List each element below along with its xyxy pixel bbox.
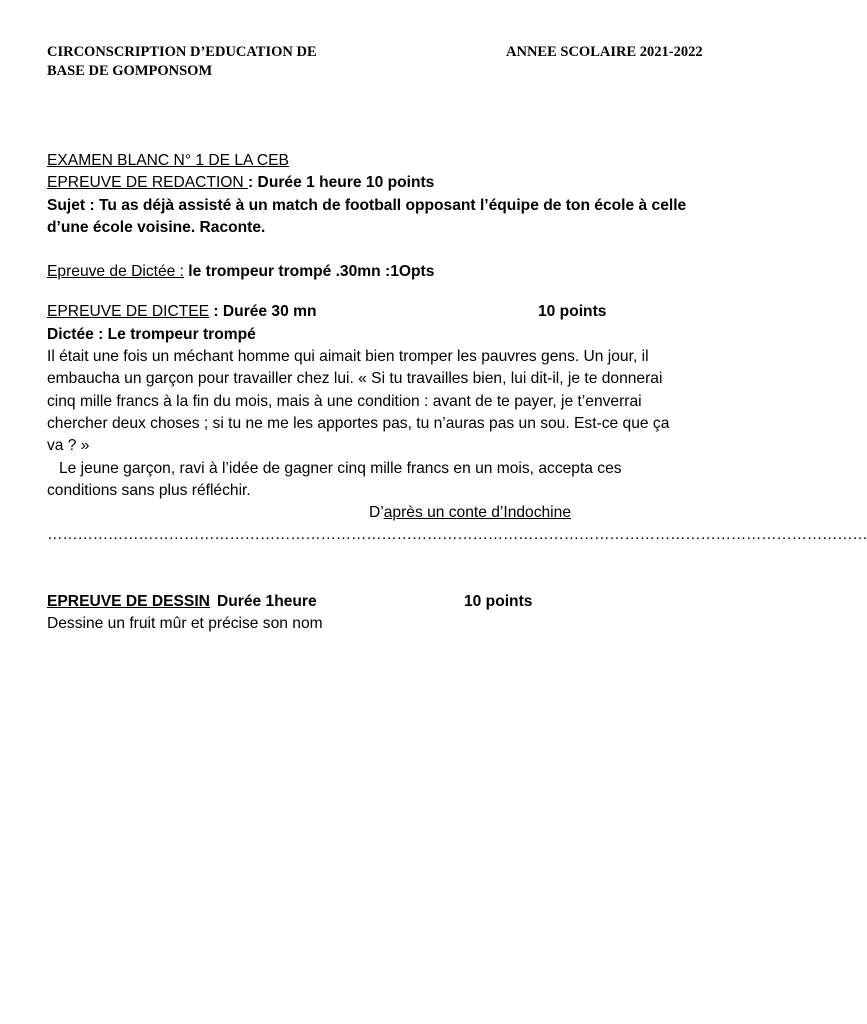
exam-body: [47, 150, 867, 635]
dictee-source-prefix: D’: [369, 504, 384, 522]
dictee-text-line-indented: Le jeune garçon, ravi à l’idée de gagner cinq mille francs en un mois, accepta ces: [59, 459, 622, 477]
district-line-2: BASE DE GOMPONSOM: [47, 63, 213, 79]
dessin-heading: [47, 591, 727, 613]
spacer: [47, 239, 727, 261]
dictee-title: Dictée : Le trompeur trompé: [47, 325, 256, 343]
school-year-header: ANNEE SCOLAIRE 2021-2022: [506, 44, 703, 60]
dictee-text-line: cinq mille francs à la fin du mois, mais à une condition : avant de te payer, je t’enverrai: [47, 392, 642, 410]
dictee-text-line: conditions sans plus réfléchir.: [47, 481, 251, 499]
redaction-subject-line-2: d’une école voisine. Raconte.: [47, 218, 266, 236]
dictee-text-line: embaucha un garçon pour travailler chez lui. « Si tu travailles bien, lui dit-il, je te donnerai: [47, 370, 663, 388]
spacer: [47, 547, 727, 591]
dictee-duration: : Durée 30 mn: [209, 303, 317, 321]
district-header: [47, 43, 317, 81]
dessin-label: EPREUVE DE DESSIN: [47, 592, 210, 610]
dotted-separator: ………………………………………………………………………………………………………………………………………………: [47, 526, 867, 544]
dessin-points: 10 points: [464, 592, 533, 610]
dessin-duration: Durée 1heure: [217, 592, 317, 610]
redaction-heading: [47, 172, 727, 194]
district-line-1: CIRCONSCRIPTION D’EDUCATION DE: [47, 44, 317, 60]
dictee-text-line: [47, 458, 727, 480]
dictee-text-line: chercher deux choses ; si tu ne me les apportes pas, tu n’auras pas un sou. Est-ce que ça: [47, 414, 670, 432]
dictee-label: EPREUVE DE DICTEE: [47, 303, 210, 321]
dictee-text-line: Il était une fois un méchant homme qui aimait bien tromper les pauvres gens. Un jour, il: [47, 348, 649, 366]
redaction-details: : Durée 1 heure 10 points: [248, 174, 435, 192]
dictee-heading: [47, 301, 727, 323]
dictee-summary-label: Epreuve de Dictée :: [47, 263, 184, 281]
dictee-summary-details: le trompeur trompé .30mn :1Opts: [183, 263, 435, 281]
dictee-text-line: va ? »: [47, 437, 90, 455]
spacer: [47, 283, 727, 301]
dictee-points: 10 points: [538, 303, 607, 321]
redaction-subject-line-1: Sujet : Tu as déjà assisté à un match de football opposant l’équipe de ton école à celle: [47, 196, 687, 214]
dictee-summary: [47, 261, 727, 283]
redaction-label: EPREUVE DE REDACTION: [47, 174, 249, 192]
dessin-instruction: Dessine un fruit mûr et précise son nom: [47, 615, 323, 633]
exam-title: EXAMEN BLANC N° 1 DE LA CEB: [47, 152, 289, 169]
dictee-source: [47, 502, 727, 524]
dictee-source-text: après un conte d’Indochine: [383, 504, 571, 522]
